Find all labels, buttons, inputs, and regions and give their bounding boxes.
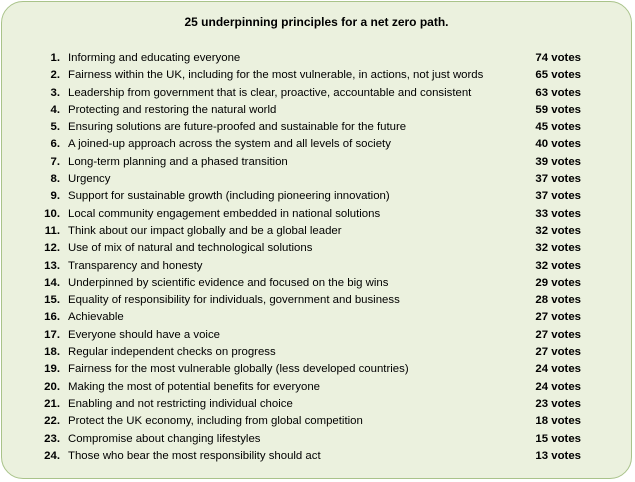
principle-votes: 40 votes xyxy=(535,138,581,151)
principle-row xyxy=(2,50,631,67)
principle-row xyxy=(2,67,631,84)
principle-number: 4. xyxy=(50,103,60,116)
principle-votes: 23 votes xyxy=(535,397,581,410)
principle-row xyxy=(2,379,631,396)
principle-number: 21. xyxy=(44,397,60,410)
principle-votes: 27 votes xyxy=(535,311,581,324)
principle-label: Underpinned by scientific evidence and focused on the big wins xyxy=(68,276,389,289)
principle-row xyxy=(2,396,631,413)
principle-votes: 59 votes xyxy=(535,103,581,116)
principle-number: 10. xyxy=(44,207,60,220)
principle-label: Use of mix of natural and technological solutions xyxy=(68,242,313,255)
principle-number: 20. xyxy=(44,380,60,393)
card-title: 25 underpinning principles for a net zero path. xyxy=(184,15,449,29)
principle-label: Achievable xyxy=(68,311,124,324)
principle-number: 24. xyxy=(44,449,60,462)
principle-votes: 65 votes xyxy=(535,69,581,82)
principle-number: 13. xyxy=(44,259,60,272)
principle-votes: 32 votes xyxy=(535,224,581,237)
principle-row xyxy=(2,171,631,188)
principle-row xyxy=(2,119,631,136)
principles-list xyxy=(2,50,631,465)
principle-label: Local community engagement embedded in national solutions xyxy=(68,207,381,220)
principle-row xyxy=(2,309,631,326)
principles-card xyxy=(1,1,632,479)
principle-row xyxy=(2,448,631,465)
principle-label: Protect the UK economy, including from global competition xyxy=(68,415,363,428)
principle-number: 1. xyxy=(50,52,60,64)
principle-row xyxy=(2,154,631,171)
principle-number: 6. xyxy=(50,138,60,151)
principle-label: Equality of responsibility for individuals, government and business xyxy=(68,294,400,307)
principle-number: 14. xyxy=(44,276,60,289)
principle-votes: 15 votes xyxy=(535,432,581,445)
principle-votes: 37 votes xyxy=(535,173,581,186)
principle-number: 19. xyxy=(44,363,60,376)
principle-votes: 29 votes xyxy=(535,276,581,289)
principle-number: 5. xyxy=(50,121,60,134)
principle-number: 22. xyxy=(44,415,60,428)
principle-label: Fairness for the most vulnerable globally (less developed countries) xyxy=(68,363,409,376)
principle-votes: 27 votes xyxy=(535,328,581,341)
principle-row xyxy=(2,258,631,275)
principle-votes: 27 votes xyxy=(535,346,581,359)
principle-row xyxy=(2,102,631,119)
principle-label: Fairness within the UK, including for the most vulnerable, in actions, not just words xyxy=(68,69,484,82)
principle-votes: 24 votes xyxy=(535,363,581,376)
principle-votes: 74 votes xyxy=(535,52,581,64)
principle-number: 9. xyxy=(50,190,60,203)
principle-label: Transparency and honesty xyxy=(68,259,203,272)
principle-row xyxy=(2,431,631,448)
principle-number: 2. xyxy=(50,69,60,82)
principle-number: 8. xyxy=(50,173,60,186)
principle-votes: 33 votes xyxy=(535,207,581,220)
principle-label: Think about our impact globally and be a global leader xyxy=(68,224,342,237)
principle-label: Support for sustainable growth (including pioneering innovation) xyxy=(68,190,390,203)
principle-label: Compromise about changing lifestyles xyxy=(68,432,261,445)
principle-number: 3. xyxy=(50,86,60,99)
principle-row xyxy=(2,344,631,361)
principle-label: Urgency xyxy=(68,173,111,186)
principle-votes: 45 votes xyxy=(535,121,581,134)
principle-label: A joined-up approach across the system and all levels of society xyxy=(68,138,391,151)
principle-number: 12. xyxy=(44,242,60,255)
principle-number: 23. xyxy=(44,432,60,445)
principle-row xyxy=(2,136,631,153)
principle-number: 15. xyxy=(44,294,60,307)
principle-number: 7. xyxy=(50,155,60,168)
principle-votes: 18 votes xyxy=(535,415,581,428)
principle-number: 16. xyxy=(44,311,60,324)
principle-votes: 32 votes xyxy=(535,242,581,255)
principle-row xyxy=(2,240,631,257)
principle-row xyxy=(2,361,631,378)
principle-label: Protecting and restoring the natural world xyxy=(68,103,277,116)
principle-label: Enabling and not restricting individual choice xyxy=(68,397,293,410)
principle-label: Regular independent checks on progress xyxy=(68,346,276,359)
principle-number: 11. xyxy=(44,224,60,237)
principle-votes: 28 votes xyxy=(535,294,581,307)
principle-row xyxy=(2,292,631,309)
principle-votes: 63 votes xyxy=(535,86,581,99)
principle-votes: 39 votes xyxy=(535,155,581,168)
principle-label: Making the most of potential benefits for everyone xyxy=(68,380,321,393)
principle-label: Informing and educating everyone xyxy=(68,52,241,64)
principle-row xyxy=(2,413,631,430)
principle-votes: 32 votes xyxy=(535,259,581,272)
principle-row xyxy=(2,275,631,292)
principle-row xyxy=(2,188,631,205)
principle-label: Those who bear the most responsibility should act xyxy=(68,449,321,462)
principle-row xyxy=(2,223,631,240)
principle-votes: 37 votes xyxy=(535,190,581,203)
principle-votes: 24 votes xyxy=(535,380,581,393)
principle-label: Everyone should have a voice xyxy=(68,328,220,341)
principle-number: 18. xyxy=(44,346,60,359)
principle-votes: 13 votes xyxy=(535,449,581,462)
principle-label: Leadership from government that is clear, proactive, accountable and consistent xyxy=(68,86,472,99)
principle-row xyxy=(2,206,631,223)
principle-row xyxy=(2,85,631,102)
principle-number: 17. xyxy=(44,328,60,341)
principle-label: Ensuring solutions are future-proofed and sustainable for the future xyxy=(68,121,407,134)
principle-row xyxy=(2,327,631,344)
principle-label: Long-term planning and a phased transition xyxy=(68,155,288,168)
